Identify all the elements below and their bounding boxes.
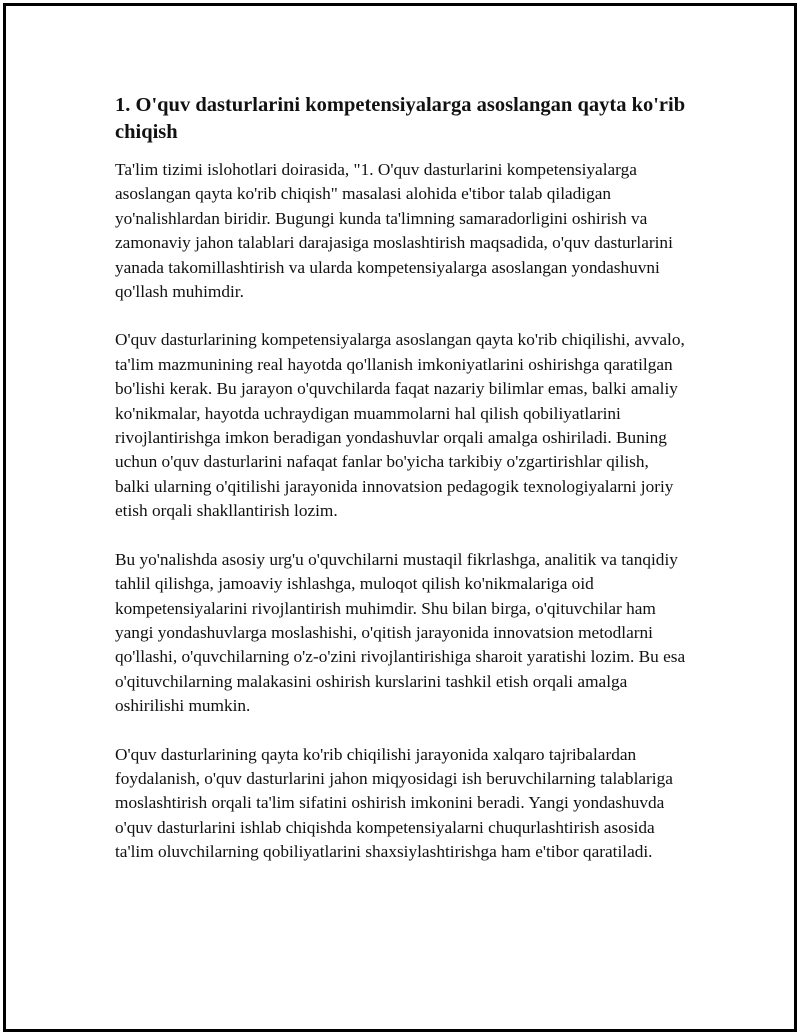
paragraph-2: O'quv dasturlarining kompetensiyalarga asoslangan qayta ko'rib chiqilishi, avvalo, ta'lim mazmunining real hayotda qo'llanish imkoniyatlarini oshirishga qaratilgan bo'lishi kerak. Bu jarayon o'quvchilarda faqat nazariy bilimlar emas, balki amaliy ko'nikmalar, hayotda uchraydigan muammolarni hal qilish qobiliyatlarini rivojlantirishga imkon beradigan yondashuvlar orqali amalga oshiriladi. Buning uchun o'quv dasturlarini nafaqat fanlar bo'yicha tarkibiy o'zgartirishlar qilish, balki ularning o'qitilishi jarayonida innovatsion pedagogik texnologiyalarni joriy etish orqali shakllantirish lozim.	[115, 330, 685, 521]
section-heading: 1. O'quv dasturlarini kompetensiyalarga asoslangan qayta ko'rib chiqish	[115, 94, 686, 143]
paragraph-3: Bu yo'nalishda asosiy urg'u o'quvchilarni mustaqil fikrlashga, analitik va tanqidiy tahlil qilishga, jamoaviy ishlashga, muloqot qilish ko'nikmalariga oid kompetensiyalarini rivojlantirish muhimdir. Shu bilan birga, o'qituvchilar ham yangi yondashuvlarga moslashishi, o'qitish jarayonida innovatsion metodlarni qo'llashi, o'quvchilarning o'z-o'zini rivojlantirishiga sharoit yaratishi lozim. Bu esa o'qituvchilarning malakasini oshirish kurslarini tashkil etish orqali amalga oshirilishi mumkin.	[115, 549, 686, 716]
paragraph-4: O'quv dasturlarining qayta ko'rib chiqilishi jarayonida xalqaro tajribalardan foydalanish, o'quv dasturlarini jahon miqyosidagi ish beruvchilarning talablariga moslashtirish orqali ta'lim sifatini oshirish imkonini beradi. Yangi yondashuvda o'quv dasturlarini ishlab chiqishda kompetensiyalarni chuqurlashtirish asosida ta'lim oluvchilarning qobiliyatlarini shaxsiylashtirishga ham e'tibor qaratiladi.	[115, 744, 673, 862]
paragraph-1: Ta'lim tizimi islohotlari doirasida, "1. O'quv dasturlarini kompetensiyalarga asoslangan qayta ko'rib chiqish" masalasi alohida e'tibor talab qiladigan yo'nalishlardan biridir. Bugungi kunda ta'limning samaradorligini oshirish va zamonaviy jahon talablari darajasiga moslashtirish maqsadida, o'quv dasturlarini yanada takomillashtirish va ularda kompetensiyalarga asoslangan yondashuvni qo'llash muhimdir.	[115, 160, 673, 302]
document-body	[115, 92, 687, 889]
